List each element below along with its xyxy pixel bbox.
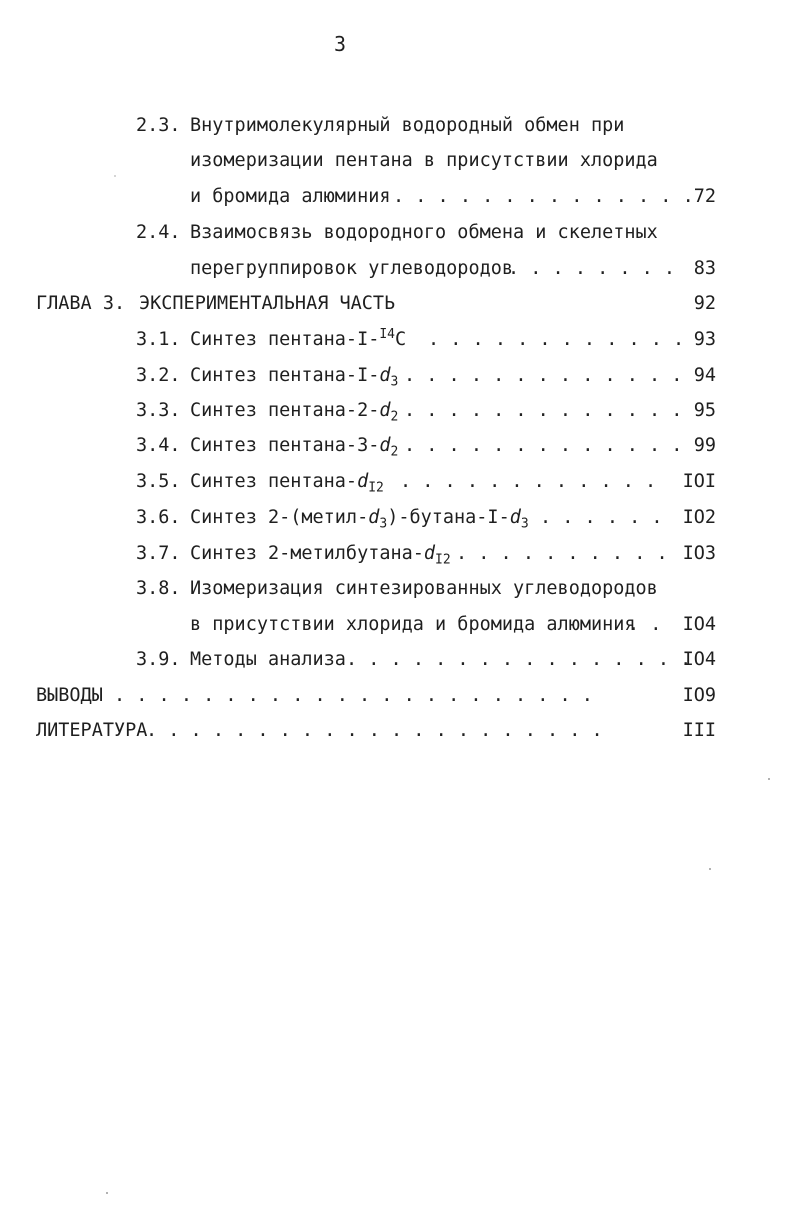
leader-dots: . . . . . . . . . . . . — [428, 329, 685, 350]
section-title — [190, 326, 406, 354]
section-number: 3.1. — [136, 329, 181, 350]
section-number: 3.5. — [136, 471, 181, 492]
toc-entry-3-8 — [0, 575, 796, 603]
subscript: I2 — [435, 552, 451, 568]
page-ref[interactable]: 94 — [693, 365, 716, 386]
toc-entry-2-3 — [0, 112, 796, 140]
scan-speck — [114, 175, 116, 177]
toc-literature — [0, 717, 796, 745]
top-level-title: ВЫВОДЫ — [36, 685, 103, 706]
page-ref[interactable]: 83 — [693, 258, 716, 279]
section-title-line-2: изомеризации пентана в присутствии хлорида — [190, 150, 658, 171]
section-title — [190, 468, 384, 496]
deuterium-symbol: d — [423, 543, 436, 564]
toc-conclusions — [0, 682, 796, 710]
deuterium-symbol: d — [379, 365, 391, 386]
section-number: 3.7. — [136, 543, 181, 564]
leader-dots: . . . . . . — [540, 507, 663, 528]
leader-dots: . . . . . . . . . . . . . . . . . . . . . — [146, 720, 603, 741]
toc-entry-3-3 — [0, 397, 796, 425]
subscript: 3 — [379, 516, 388, 532]
toc-entry-3-8-cont — [0, 611, 796, 639]
leader-dots: . . . . . . . . . . . . . . . . . . . . . . — [114, 685, 593, 706]
leader-dots: . . — [628, 614, 662, 635]
toc-entry-2-3-cont1 — [0, 147, 796, 175]
toc-entry-3-4 — [0, 432, 796, 460]
deuterium-symbol: d — [379, 435, 391, 456]
leader-dots: . . . . . . . . . . — [456, 543, 668, 564]
subscript-2: 3 — [520, 516, 529, 532]
title-text: Синтез пентана-I- — [190, 365, 380, 386]
section-title-line-1: Изомеризация синтезированных углеводородов — [190, 578, 658, 599]
isotope-superscript: I4 — [379, 326, 396, 342]
page-ref[interactable]: 95 — [693, 400, 716, 421]
title-text-mid: )-бутана-I- — [387, 507, 510, 528]
section-number: 3.6. — [136, 507, 181, 528]
section-title — [190, 540, 451, 568]
section-number: 2.4. — [136, 222, 181, 243]
page-ref[interactable]: 93 — [693, 329, 716, 350]
page-ref[interactable]: IO4 — [682, 649, 716, 670]
page-ref[interactable]: III — [682, 720, 716, 741]
section-title-line-3: и бромида алюминия — [190, 186, 391, 207]
scan-speck — [709, 868, 711, 870]
toc-entry-3-5 — [0, 468, 796, 496]
page-ref[interactable]: 92 — [693, 293, 716, 314]
subscript: 3 — [390, 374, 399, 390]
subscript: I2 — [368, 480, 384, 496]
deuterium-symbol-2: d — [509, 507, 521, 528]
leader-dots: . . . . . . . . . . . . — [400, 471, 657, 492]
section-number: 3.4. — [136, 435, 181, 456]
top-level-title: ЛИТЕРАТУРА — [36, 720, 148, 741]
page-ref[interactable]: IO2 — [682, 507, 716, 528]
page-ref[interactable]: IO3 — [682, 543, 716, 564]
leader-dots: . . . . . . . . . . . . . . — [393, 186, 694, 207]
section-title — [190, 504, 529, 532]
section-title-line-2: перегруппировок углеводородов — [190, 258, 514, 279]
section-number: 2.3. — [136, 115, 181, 136]
scan-speck — [106, 1192, 108, 1194]
toc-chapter-3 — [0, 290, 796, 318]
section-title-line-2: в присутствии хлорида и бромида алюминия — [190, 614, 636, 635]
title-text: Синтез 2-метилбутана- — [190, 543, 424, 564]
deuterium-symbol: d — [368, 507, 380, 528]
page-ref[interactable]: IOI — [682, 471, 716, 492]
title-text: Синтез пентана-I- — [190, 329, 380, 350]
subscript: 2 — [390, 409, 399, 425]
page-number: 3 — [333, 32, 347, 56]
leader-dots: . . . . . . . . — [508, 258, 676, 279]
toc-entry-2-4-cont — [0, 255, 796, 283]
page-ref[interactable]: IO9 — [682, 685, 716, 706]
page-ref[interactable]: 99 — [693, 435, 716, 456]
title-text: Синтез пентана-3- — [190, 435, 380, 456]
toc-entry-2-4 — [0, 219, 796, 247]
section-number: 3.3. — [136, 400, 181, 421]
chapter-title: ЭКСПЕРИМЕНТАЛЬНАЯ ЧАСТЬ — [139, 293, 396, 314]
leader-dots: . . . . . . . . . . . . . — [404, 365, 683, 386]
page-ref[interactable]: IO4 — [682, 614, 716, 635]
section-number: 3.9. — [136, 649, 181, 670]
deuterium-symbol: d — [357, 471, 369, 492]
section-title — [190, 432, 398, 460]
toc-entry-2-3-cont2 — [0, 183, 796, 211]
toc-entry-3-7 — [0, 540, 796, 568]
deuterium-symbol: d — [379, 400, 391, 421]
title-text: Синтез пентана-2- — [190, 400, 380, 421]
chapter-number: ГЛАВА 3. — [36, 293, 126, 314]
toc-entry-3-2 — [0, 362, 796, 390]
section-number: 3.8. — [136, 578, 181, 599]
section-title — [190, 362, 398, 390]
toc-entry-3-6 — [0, 504, 796, 532]
page-ref[interactable]: 72 — [693, 186, 716, 207]
section-title-line-1: Внутримолекулярный водородный обмен при — [190, 115, 625, 136]
title-text: Синтез пентана- — [190, 471, 358, 492]
section-title — [190, 397, 398, 425]
leader-dots: . . . . . . . . . . . . . — [404, 400, 683, 421]
section-title: Методы анализа — [190, 649, 346, 670]
section-number: 3.2. — [136, 365, 181, 386]
subscript: 2 — [390, 444, 399, 460]
title-text: Синтез 2-(метил- — [190, 507, 369, 528]
leader-dots: . . . . . . . . . . . . . — [404, 435, 683, 456]
toc-entry-3-1 — [0, 326, 796, 354]
section-title-line-1: Взаимосвязь водородного обмена и скелетных — [190, 222, 658, 243]
scan-speck — [768, 778, 770, 780]
title-text-end: C — [395, 329, 407, 350]
toc-entry-3-9 — [0, 646, 796, 674]
leader-dots: . . . . . . . . . . . . . . . . — [346, 649, 692, 670]
